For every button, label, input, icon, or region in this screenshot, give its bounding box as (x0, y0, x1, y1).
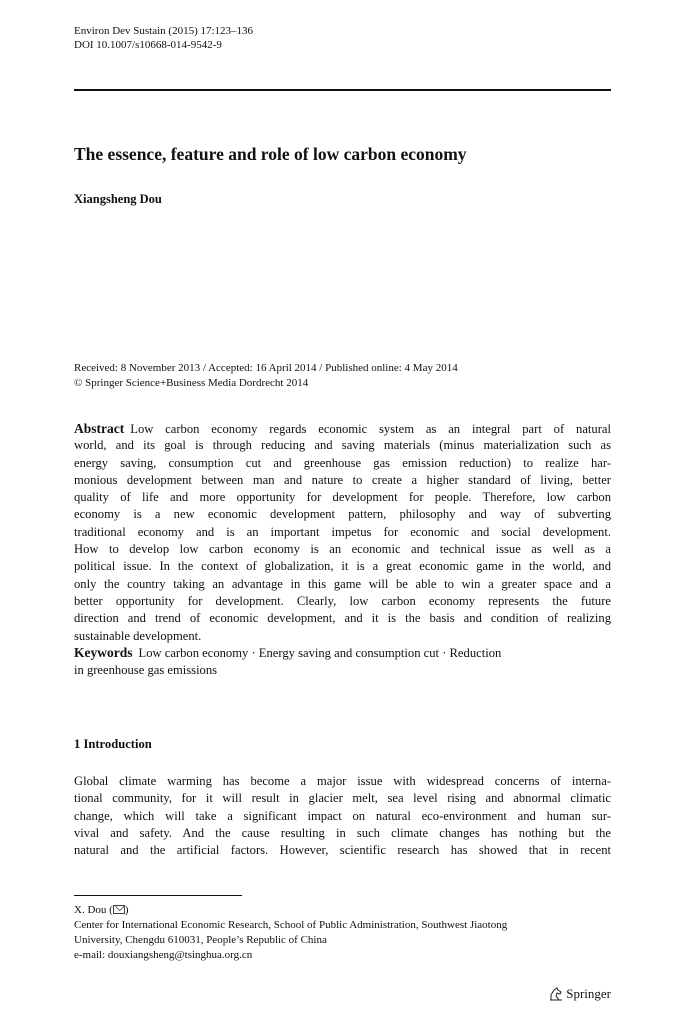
keywords-label: Keywords (74, 645, 133, 660)
keywords-line: in greenhouse gas emissions (74, 663, 218, 678)
keywords (74, 644, 611, 680)
abstract-label: Abstract (74, 421, 125, 436)
envelope-icon (113, 905, 125, 914)
abstract-line: traditional economy and is an important impetus for economic and social development. (74, 524, 611, 539)
abstract (74, 420, 611, 645)
abstract-line: only the country taking an advantage in this game will be able to win a greater space and a (74, 576, 611, 591)
abstract-line: Abstract Low carbon economy regards economic system as an integral part of natural (74, 421, 611, 436)
abstract-line: monious development between man and nature to create a higher standard of living, better (74, 472, 611, 487)
footnote-author: X. Dou (74, 904, 107, 916)
abstract-line: direction and trend of economic development, and it is the basis and condition of realizing (74, 611, 611, 626)
affiliation: Center for International Economic Research, School of Public Administration, Southwest Jiaotong (74, 919, 508, 931)
affiliation-cont: University, Chengdu 610031, People’s Republic of China (74, 934, 327, 946)
running-header (74, 24, 611, 52)
abstract-line: world, and its goal is through reducing and saving materials (minus materialization such as (74, 438, 611, 453)
email[interactable]: e-mail: douxiangsheng@tsinghua.org.cn (74, 949, 253, 961)
springer-horse-icon (549, 987, 563, 1001)
publisher-name: Springer (566, 986, 611, 1001)
body-line: change, which will take a significant impact on natural eco-environment and human sur- (74, 808, 611, 823)
keywords-line: Keywords Low carbon economy · Energy saving and consumption cut · Reduction (74, 645, 502, 660)
copyright: © Springer Science+Business Media Dordrecht 2014 (74, 377, 309, 389)
journal-citation: Environ Dev Sustain (2015) 17:123–136 (74, 25, 254, 37)
abstract-line: How to develop low carbon economy is an economic and technical issue as well as a (74, 542, 611, 557)
body-line: vival and safety. And the cause resulting in such climate changes has nothing but the (74, 825, 611, 840)
abstract-line: better opportunity for development. Clearly, low carbon economy represents the future (74, 593, 611, 608)
abstract-line: sustainable development. (74, 628, 202, 643)
dates: Received: 8 November 2013 / Accepted: 16 April 2014 / Published online: 4 May 2014 (74, 362, 458, 374)
body-line: natural and the artificial factors. However, scientific research has showed that in recent (74, 843, 611, 858)
author-footnote: X. Dou ( ) Center for International Economic Research, School of Public Administration, Southwest Jiaotong University, Chengdu 610031, People’s Republic of China e-mail: douxiangsheng@tsinghua.org.cn (74, 903, 611, 963)
abstract-line: economy is a new economic development pattern, philosophy and way of subverting (74, 507, 611, 522)
abstract-line: quality of life and more opportunity for development for people. Therefore, low carbon (74, 490, 611, 505)
footnote-rule (74, 895, 242, 896)
abstract-line: political issue. In the context of globalization, it is a great economic game in the world, and (74, 559, 611, 574)
body-line: Global climate warming has become a major issue with widespread concerns of interna- (74, 774, 611, 788)
paper-title: The essence, feature and role of low carbon economy (74, 144, 467, 164)
header-rule (74, 89, 611, 91)
publisher-logo (549, 986, 611, 1002)
section-heading: 1 Introduction (74, 737, 152, 751)
doi[interactable]: DOI 10.1007/s10668-014-9542-9 (74, 39, 222, 51)
article-history (74, 361, 611, 391)
abstract-line: energy saving, consumption cut and greenhouse gas emission reduction) to realize har- (74, 455, 611, 470)
author-name: Xiangsheng Dou (74, 192, 162, 206)
introduction-paragraph (74, 773, 611, 859)
body-line: tional community, for it will result in glacier melt, sea level rising and abnormal climatic (74, 791, 611, 806)
